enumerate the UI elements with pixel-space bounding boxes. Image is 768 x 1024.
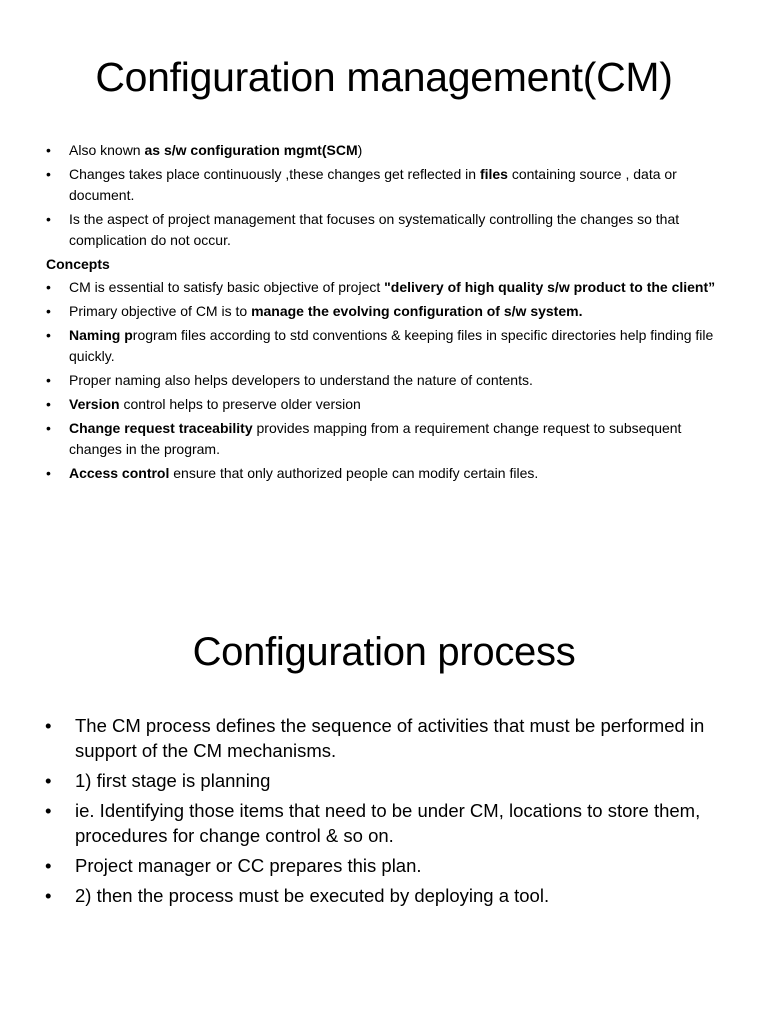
slide-title: Configuration management(CM) [95, 54, 673, 100]
bullet-text: rogram files according to std conventions & keeping files in specific directories help finding file quickly. [69, 327, 714, 364]
bullet-text: The CM process defines the sequence of activities that must be performed in support of the CM mechanisms. [75, 715, 705, 761]
bullet-item [46, 277, 736, 298]
bullet-item [46, 301, 736, 322]
bullet-bold-text: Access control [69, 465, 170, 481]
bullet-item [46, 140, 736, 161]
bullet-bold-text: Naming p [69, 327, 133, 343]
bullet-bold-text: Version [69, 396, 120, 412]
slide-configuration-process [0, 560, 768, 1024]
bullet-item [45, 883, 735, 908]
bullet-text: ie. Identifying those items that need to be under CM, locations to store them, procedures for change control & so on. [75, 800, 701, 846]
bullet-text: 1) first stage is planning [75, 770, 271, 791]
bullet-text: Changes takes place continuously ,these changes get reflected in [69, 166, 480, 182]
bullet-bold-text: manage the evolving configuration of s/w system. [251, 303, 583, 319]
slide-title: Configuration process [192, 630, 576, 674]
bullet-item [46, 394, 736, 415]
bullet-text: containing source , data or document. [69, 166, 677, 203]
bullet-bold-text: as s/w configuration mgmt(SCM [144, 142, 358, 158]
bullet-item [46, 370, 736, 391]
bullet-item [46, 325, 736, 367]
concepts-heading: Concepts [46, 256, 110, 272]
bullet-item [45, 768, 735, 793]
bullet-text: 2) then the process must be executed by deploying a tool. [75, 885, 550, 906]
slide-body [45, 713, 735, 913]
bullet-bold-text: files [479, 166, 508, 182]
bullet-item [45, 853, 735, 878]
bullet-item [46, 209, 736, 251]
bullet-text: CM is essential to satisfy basic objective of project [69, 279, 385, 295]
bullet-bold-text: Change request traceability [69, 420, 253, 436]
bullet-item [46, 164, 736, 206]
bullet-list [45, 713, 735, 908]
slide-body [46, 140, 736, 487]
bullet-text: Proper naming also helps developers to understand the nature of contents. [69, 372, 533, 388]
bullet-bold-text: "delivery of high quality s/w product to the client” [384, 279, 716, 295]
bullet-item [45, 713, 735, 763]
bullet-text: Is the aspect of project management that focuses on systematically controlling the changes so that complication do not occur. [69, 211, 680, 248]
bullet-text: ensure that only authorized people can modify certain files. [169, 465, 539, 481]
bullet-text: provides mapping from a requirement change request to subsequent changes in the program. [69, 420, 682, 457]
bullet-list [46, 140, 736, 251]
bullet-text: control helps to preserve older version [119, 396, 361, 412]
bullet-item [45, 798, 735, 848]
bullet-text: ) [357, 142, 363, 158]
concepts-bullet-list [46, 277, 736, 484]
bullet-text: Project manager or CC prepares this plan. [75, 855, 422, 876]
bullet-text: Also known [69, 142, 145, 158]
bullet-item [46, 463, 736, 484]
bullet-text: Primary objective of CM is to [69, 303, 252, 319]
bullet-item [46, 418, 736, 460]
